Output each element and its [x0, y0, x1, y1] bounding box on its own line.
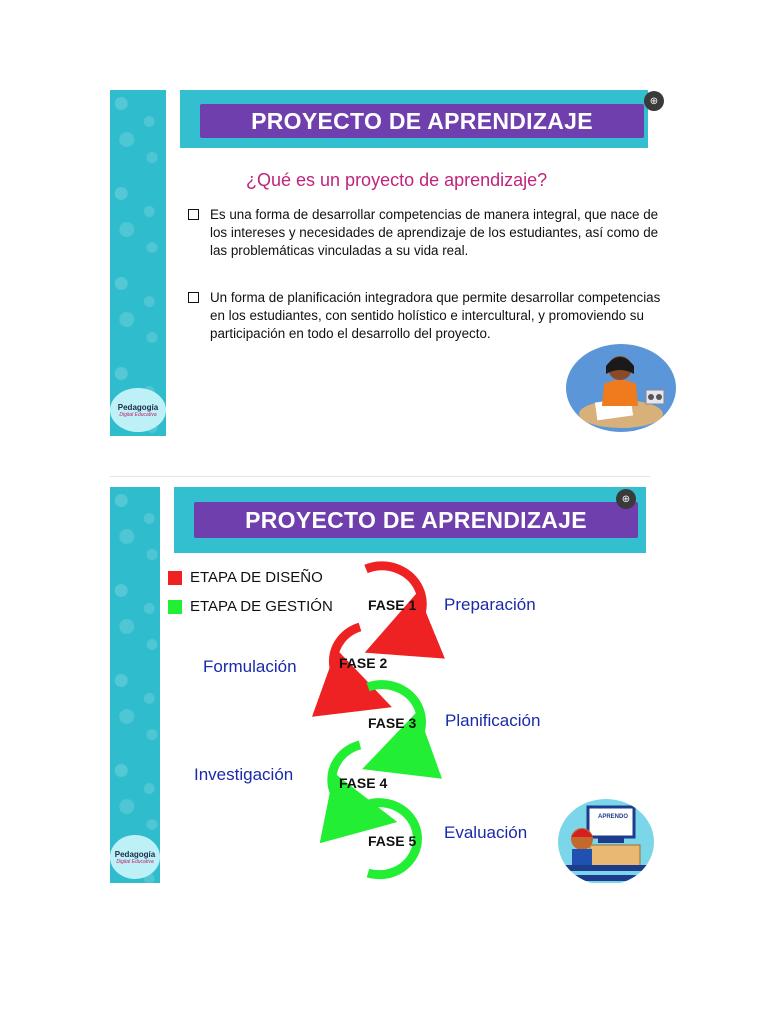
title-box	[200, 104, 644, 138]
bullet-text: Un forma de planificación integradora que permite desarrollar competencias en los estudiantes, con sentido holístico e intercultural, y promoviendo su participación en todo el desarrollo del proyecto.	[210, 290, 661, 341]
phase-1-step: Preparación	[444, 595, 536, 614]
question-heading: ¿Qué es un proyecto de aprendizaje?	[246, 170, 548, 190]
phase-1-label: FASE 1	[368, 597, 417, 613]
logo-text: Pedagogía	[114, 849, 156, 859]
checkbox-bullet-icon	[188, 292, 199, 303]
phase-3-step: Planificación	[445, 711, 541, 730]
logo-subtext: Digital Educativa	[119, 411, 157, 418]
slide-project-phases	[110, 487, 676, 883]
slide-title: PROYECTO DE APRENDIZAJE	[251, 107, 593, 134]
pedagogia-logo	[110, 388, 166, 432]
logo-text: Pedagogía	[117, 402, 159, 412]
bullet-item	[188, 289, 666, 343]
legend-label: ETAPA DE GESTIÓN	[190, 598, 333, 615]
student-at-desk-illustration	[558, 799, 654, 883]
bullet-item	[188, 206, 666, 260]
page-divider	[110, 476, 650, 477]
phase-4-step: Investigación	[194, 765, 294, 784]
title-banner	[180, 90, 648, 148]
checkbox-bullet-icon	[188, 209, 199, 220]
phase-5-step: Evaluación	[444, 823, 528, 842]
slide-what-is-project	[110, 90, 676, 436]
phase-3-label: FASE 3	[368, 715, 417, 731]
kid-sign-text: APRENDO	[598, 814, 629, 820]
slide-title: PROYECTO DE APRENDIZAJE	[245, 506, 587, 533]
phase-5-label: FASE 5	[368, 833, 417, 849]
zoom-in-icon[interactable]: ⊕	[616, 489, 636, 509]
legend-label: ETAPA DE DISEÑO	[190, 569, 323, 586]
logo-subtext: Digital Educativa	[116, 858, 154, 865]
zoom-in-icon[interactable]: ⊕	[644, 91, 664, 111]
student-writing-illustration	[566, 344, 676, 432]
bullet-text: Es una forma de desarrollar competencias de manera integral, que nace de los intereses y necesidades de aprendizaje de los estudiantes, así como de las problemáticas vinculadas a su vida real.	[210, 207, 659, 258]
phase-4-label: FASE 4	[339, 775, 388, 791]
phase-2-step: Formulación	[203, 657, 297, 676]
phase-2-label: FASE 2	[339, 655, 388, 671]
sidebar-pattern	[110, 90, 166, 436]
